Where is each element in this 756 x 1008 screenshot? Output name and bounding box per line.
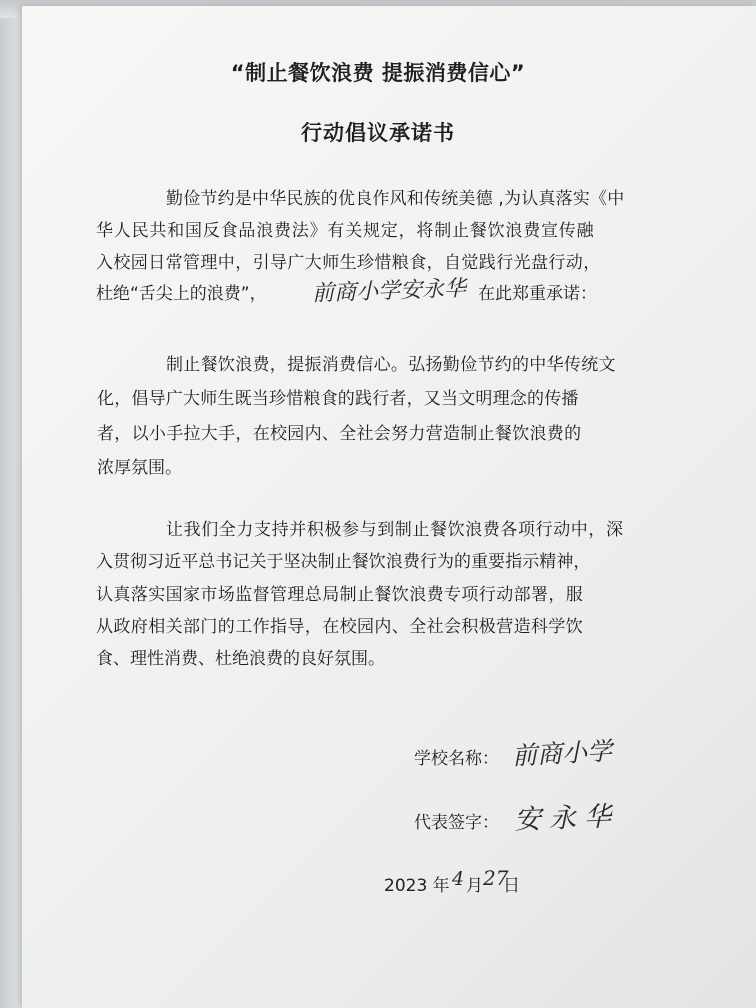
signature-text: 安永华 xyxy=(513,801,620,836)
signature-text: 前商小学安永华 xyxy=(311,276,467,307)
handwritten-school-signature-inline xyxy=(312,271,467,307)
title-line-2: 行动倡议承诺书 xyxy=(301,121,455,145)
paragraph-2-line-3: 者，以小手拉大手，在校园内、全社会努力营造制止餐饮浪费的 xyxy=(97,424,582,444)
paragraph-3-line-4: 从政府相关部门的工作指导，在校园内、全社会积极营造科学饮 xyxy=(96,617,584,637)
paragraph-1-line-3: 入校园日常管理中，引导广大师生珍惜粮食，自觉践行光盘行动， xyxy=(96,253,601,273)
paragraph-1-line-1: 勤俭节约是中华民族的优良作风和传统美德 ,为认真落实《中 xyxy=(166,189,625,209)
paragraph-1-line-4-end: 在此郑重承诺： xyxy=(478,284,597,304)
paragraph-1-line-4-start: 杜绝“舌尖上的浪费”， xyxy=(96,284,267,304)
paragraph-2-line-2: 化，倡导广大师生既当珍惜粮食的践行者，又当文明理念的传播 xyxy=(97,389,579,409)
paragraph-1-line-2: 华人民共和国反食品浪费法》有关规定，将制止餐饮浪费宣传融 xyxy=(96,221,595,241)
signature-text: 前商小学 xyxy=(511,736,613,771)
handwritten-day: 27 xyxy=(483,866,509,890)
paragraph-2-line-1: 制止餐饮浪费，提振消费信心。弘扬勤俭节约的中华传统文 xyxy=(166,355,616,375)
paragraph-3-line-1: 让我们全力支持并积极参与到制止餐饮浪费各项行动中，深 xyxy=(166,520,624,540)
representative-signature-label: 代表签字： xyxy=(414,813,499,833)
paragraph-3-line-2: 入贯彻习近平总书记关于坚决制止餐饮浪费行为的重要指示精神， xyxy=(96,552,591,572)
paper-sheet xyxy=(22,6,756,1008)
date-day-unit: 日 xyxy=(503,876,520,896)
paragraph-2-line-4: 浓厚氛围。 xyxy=(97,458,182,478)
paragraph-3-line-3: 认真落实国家市场监督管理总局制止餐饮浪费专项行动部署，服 xyxy=(96,585,584,605)
handwritten-school-name xyxy=(511,731,613,772)
school-name-label: 学校名称： xyxy=(414,749,499,769)
handwritten-representative-signature xyxy=(513,794,619,837)
date-prefix: 2023 年 xyxy=(384,876,450,896)
title-line-1: “制止餐饮浪费 提振消费信心” xyxy=(230,61,526,85)
date-month-unit: 月 xyxy=(466,876,483,896)
paragraph-3-line-5: 食、理性消费、杜绝浪费的良好氛围。 xyxy=(96,649,385,669)
handwritten-month: 4 xyxy=(452,868,465,890)
